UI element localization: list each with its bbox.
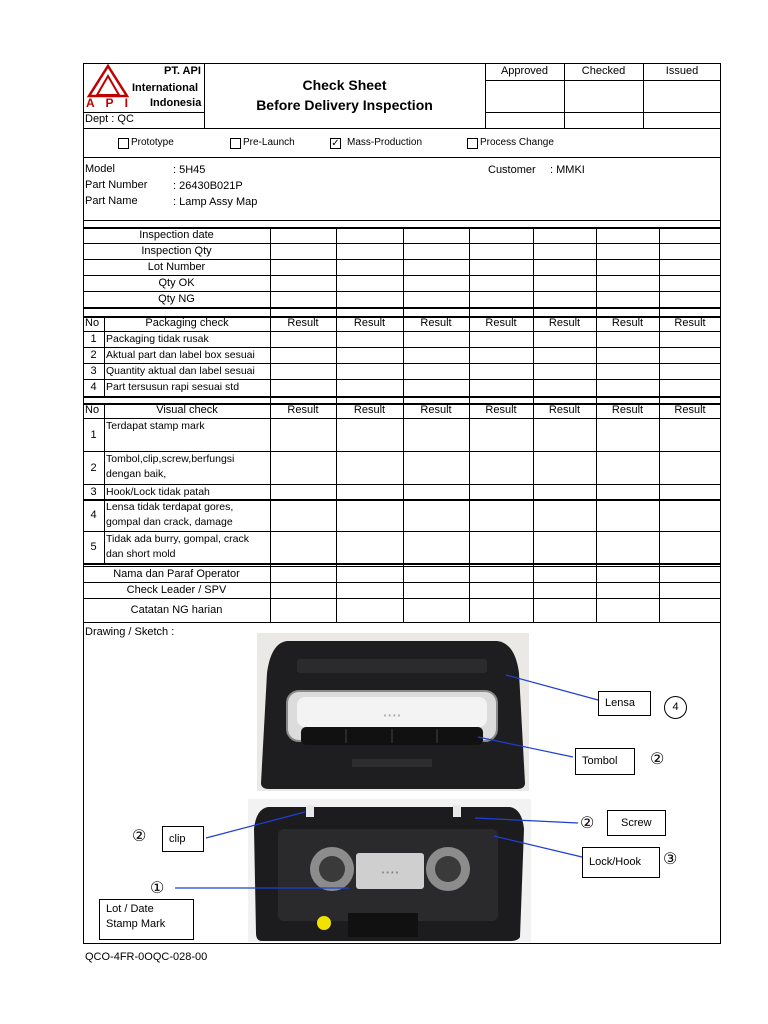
company-name-line1: PT. API <box>164 65 201 77</box>
inspection-date-label: Inspection date <box>139 229 214 241</box>
packaging-item-no: 1 <box>90 333 97 345</box>
packaging-check-header: Packaging check <box>145 317 229 329</box>
visual-item-line2: dengan baik, <box>106 468 167 480</box>
customer-label: Customer <box>488 164 536 176</box>
title-line2: Before Delivery Inspection <box>256 97 433 113</box>
lensa-number: 4 <box>664 696 687 719</box>
tombol-number: ② <box>650 751 665 768</box>
part-name-label: Part Name <box>85 195 138 207</box>
lot-number-label: Lot Number <box>147 261 206 273</box>
visual-item-no: 1 <box>90 428 97 441</box>
result-header: Result <box>674 317 706 329</box>
visual-item-line2: gompal dan crack, damage <box>106 516 233 528</box>
inspection-qty-label: Inspection Qty <box>141 245 212 257</box>
company-name-line2: International <box>132 82 199 94</box>
svg-text:* * * *: * * * * <box>381 871 399 878</box>
packaging-item-no: 3 <box>90 365 97 377</box>
result-header: Result <box>548 404 581 416</box>
packaging-item-no: 4 <box>90 381 97 393</box>
title-line1: Check Sheet <box>302 77 387 93</box>
customer-value: : MMKI <box>550 164 585 176</box>
stamp-line1: Lot / Date <box>106 903 154 915</box>
result-header: Result <box>353 404 386 416</box>
result-header: Result <box>287 317 319 329</box>
massproduction-checkbox[interactable]: ✓ <box>331 138 340 149</box>
company-name-line3: Indonesia <box>150 97 202 109</box>
stamp-number: ① <box>150 880 165 897</box>
visual-no-header: No <box>85 404 100 416</box>
ng-notes-label: Catatan NG harian <box>130 604 223 616</box>
result-header: Result <box>287 404 319 416</box>
stamp-line2: Stamp Mark <box>106 918 166 930</box>
result-header: Result <box>674 404 706 416</box>
drawing-label: Drawing / Sketch : <box>85 626 175 638</box>
part-name-value: : Lamp Assy Map <box>173 196 258 208</box>
massproduction-label: Mass-Production <box>347 137 423 148</box>
model-value: : 5H45 <box>173 164 206 176</box>
clip-callout: clip <box>162 826 204 852</box>
result-header: Result <box>420 404 452 416</box>
checked-header: Checked <box>581 65 626 77</box>
part-number-label: Part Number <box>85 179 148 191</box>
tombol-callout: Tombol <box>575 748 635 775</box>
result-header: Result <box>485 317 517 329</box>
visual-check-header: Visual check <box>156 404 218 416</box>
model-label: Model <box>85 163 115 175</box>
visual-item-no: 5 <box>90 541 97 553</box>
visual-item-line1: Terdapat stamp mark <box>106 420 205 432</box>
packaging-item-text: Quantity aktual dan label sesuai <box>106 365 255 377</box>
approved-header: Approved <box>500 65 549 77</box>
result-header: Result <box>353 317 386 329</box>
result-header: Result <box>420 317 452 329</box>
result-header: Result <box>485 404 517 416</box>
lockhook-number: ③ <box>663 851 678 868</box>
packaging-item-no: 2 <box>90 349 97 361</box>
qty-ok-label: Qty OK <box>158 277 195 289</box>
screw-number: ② <box>580 815 595 832</box>
check-leader-label: Check Leader / SPV <box>126 584 227 596</box>
processchange-label: Process Change <box>480 137 554 148</box>
visual-item-line1: Hook/Lock tidak patah <box>106 486 210 498</box>
form-code: QCO-4FR-0OQC-028-00 <box>85 951 208 963</box>
dept-label: Dept : QC <box>85 113 134 125</box>
issued-header: Issued <box>665 65 699 77</box>
packaging-item-text: Part tersusun rapi sesuai std <box>106 381 240 393</box>
result-header: Result <box>611 404 644 416</box>
result-header: Result <box>548 317 581 329</box>
prototype-label: Prototype <box>131 137 174 148</box>
visual-item-no: 3 <box>90 485 97 498</box>
qty-ng-label: Qty NG <box>158 293 195 305</box>
clip-number: ② <box>132 828 147 845</box>
screw-callout: Screw <box>607 810 666 836</box>
result-header: Result <box>611 317 644 329</box>
visual-item-line1: Tidak ada burry, gompal, crack <box>106 533 249 545</box>
lensa-callout: Lensa <box>598 691 651 716</box>
packaging-no-header: No <box>85 317 100 329</box>
prelaunch-label: Pre-Launch <box>243 137 295 148</box>
operator-signoff-label: Nama dan Paraf Operator <box>113 568 240 580</box>
visual-item-line2: dan short mold <box>106 548 176 560</box>
part-number-value: : 26430B021P <box>173 180 243 192</box>
visual-item-no: 2 <box>90 461 97 474</box>
visual-item-no: 4 <box>90 509 97 521</box>
stamp-mark-callout <box>99 899 194 940</box>
logo-text: A P I <box>86 96 133 110</box>
visual-item-line1: Tombol,clip,screw,berfungsi <box>106 453 235 465</box>
packaging-item-text: Packaging tidak rusak <box>106 333 209 345</box>
visual-item-line1: Lensa tidak terdapat gores, <box>106 501 234 513</box>
packaging-item-text: Aktual part dan label box sesuai <box>106 349 255 361</box>
svg-text:* * * *: * * * * <box>383 714 401 721</box>
lockhook-callout: Lock/Hook <box>582 847 660 878</box>
